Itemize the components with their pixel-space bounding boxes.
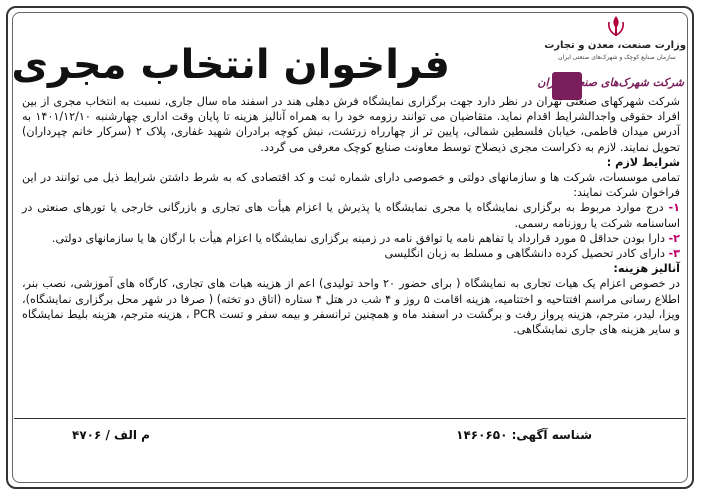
condition-text: درج موارد مربوط به برگزاری نمایشگاه یا مجری نمایشگاه یا پذیرش یا اعزام هیأت های تجاری و بازرگانی خارجی یا تورهای صنعتی در اساسنامه شرکت یا روزنامه رسمی. — [22, 201, 680, 230]
intro-paragraph: شرکت شهرکهای صنعتی تهران در نظر دارد جهت برگزاری نمایشگاه فرش دهلی هند در اسفند ماه سال جاری، نسبت به انتخاب مجری از بین افراد حقوقی واجدالشرایط اقدام نماید. متقاضیان می توانند رزومه خود را به همراه آنالیز هزینه تا پایان وقت اداری چهارشنبه ۱۴۰۱/۱۲/۱۰ به آدرس میدان فاطمی، خیابان فلسطین شمالی، پایین تر از چهارراه زرتشت، نبش کوچه برادران شهید غفاری، پلاک ۲ (سرکار خانم چپرداران) تحویل نمایند. لازم به ذکراست مجری ذیصلاح توسط معاونت صنایع کوچک معرفی می گردد. — [22, 95, 681, 154]
condition-item — [22, 246, 680, 261]
announcement-body — [22, 94, 680, 337]
page-title: فراخوان انتخاب مجری — [11, 42, 450, 88]
condition-text: دارا بودن حداقل ۵ مورد قرارداد یا تفاهم نامه یا توافق نامه در زمینه برگزاری نمایشگاه یا اعزام هیأت با ارگان ها یا سازمانهای دولتی. — [51, 231, 665, 245]
footer-divider — [14, 418, 686, 419]
company-name: شرکت شهرک‌های صنعتی تهران — [537, 76, 684, 89]
reference-code: م الف / ۴۷۰۶ — [72, 428, 150, 442]
iran-emblem-icon — [604, 14, 628, 38]
condition-number: ۲- — [668, 231, 680, 245]
ad-id: شناسه آگهی: ۱۴۶۰۶۵۰ — [456, 428, 592, 442]
conditions-intro: تمامی موسسات، شرکت ها و سازمانهای دولتی و خصوصی دارای شماره ثبت و کد اقتصادی که به شرط داشتن شرایط ذیل می توانند در این فراخوان شرکت نمایند: — [22, 171, 680, 200]
condition-number: ۳- — [668, 247, 680, 261]
cost-heading: آنالیز هزینه: — [613, 262, 680, 276]
condition-text: دارای کادر تحصیل کرده دانشگاهی و مسلط به زبان انگلیسی — [384, 247, 665, 261]
condition-item — [22, 200, 680, 230]
ministry-subtitle: سازمان صنایع کوچک و شهرک‌های صنعتی ایران — [558, 54, 676, 61]
conditions-heading: شرایط لازم : — [606, 155, 680, 169]
ministry-logo — [544, 14, 686, 66]
cost-paragraph: در خصوص اعزام یک هیات تجاری به نمایشگاه ( برای حضور ۲۰ واحد تولیدی) اعم از هزینه هیات های تجاری، کارگاه های آموزشی، نصب بنر، اطلاع رسانی مراسم افتتاحیه و اختتامیه، هزینه اقامت ۵ روز و ۴ شب در هتل ۴ ستاره (اتاق دو تخته) ( صرفا در شهر محل برگزاری نمایشگاه)، ویزا، لیدر، مترجم، هزینه پرواز رفت و برگشت در اسفند ماه و همچنین ترانسفر و بیمه سفر و تست PCR ، هزینه مترجم، هزینه بلیط نمایشگاه و سایر هزینه های جاری نمایشگاهی. — [22, 277, 681, 337]
ministry-name: وزارت صنعت، معدن و تجارت — [544, 40, 686, 51]
condition-item — [22, 231, 680, 246]
condition-number: ۱- — [668, 201, 681, 215]
